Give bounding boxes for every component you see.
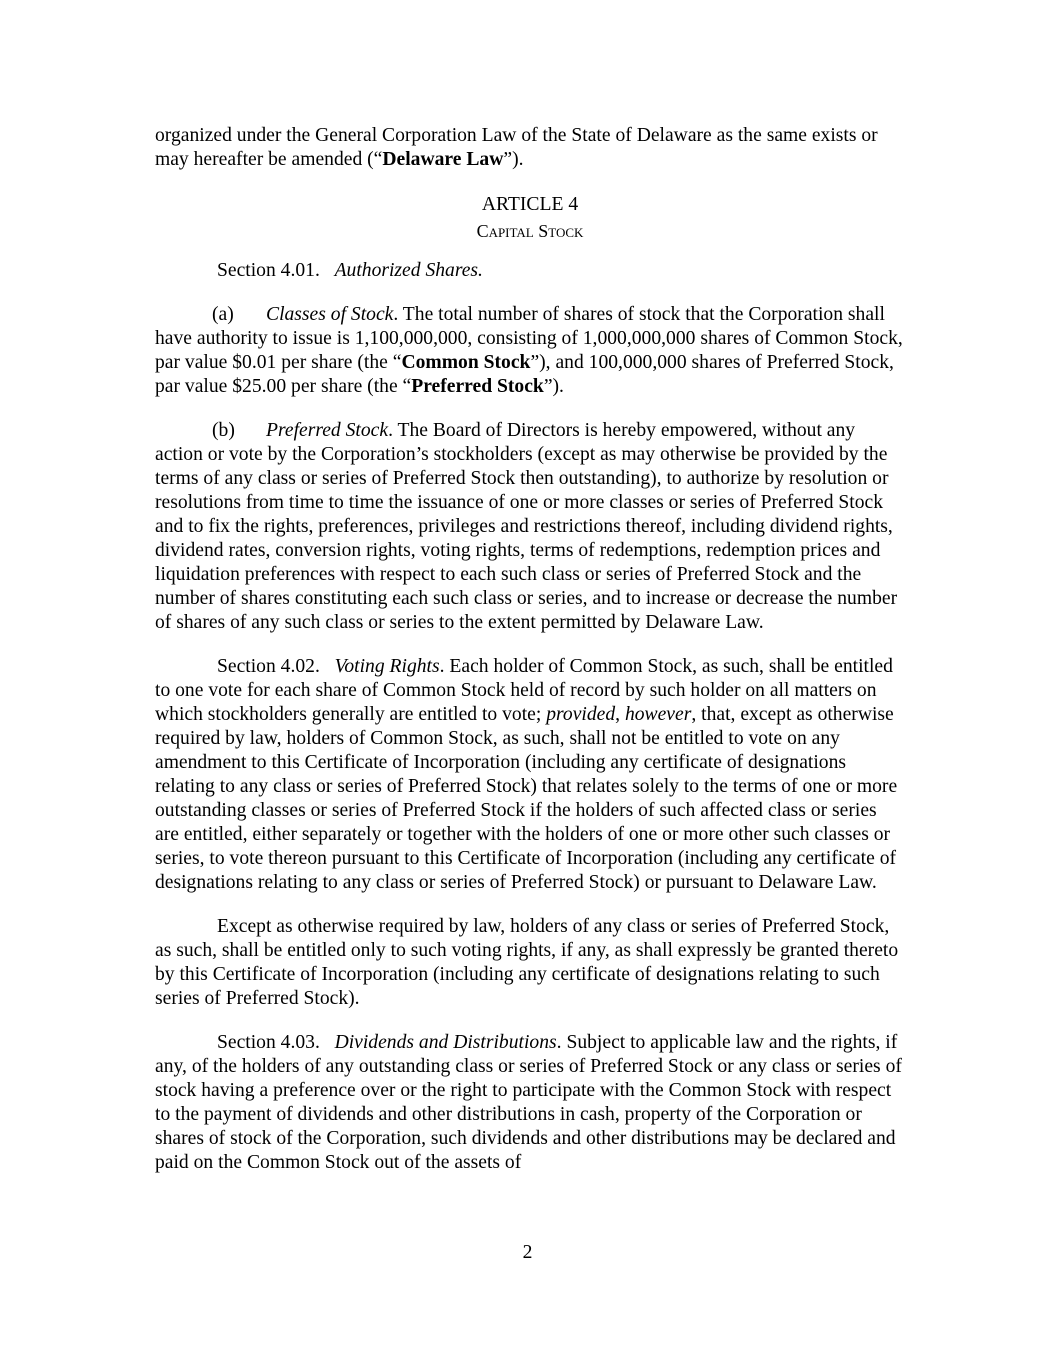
paragraph-text: . Each holder of Common Stock, as such, shall be entitled to one vote for each share of Common Stock held of record by such holder on all matters on which stockholders generally are entitled to vote; [155, 656, 893, 725]
intro-paragraph [155, 124, 905, 172]
italic-term: provided [546, 704, 616, 725]
defined-term-common-stock: Common Stock [401, 352, 531, 373]
italic-term: however [624, 704, 692, 725]
defined-term-delaware-law: Delaware Law [382, 149, 504, 170]
section-number: Section 4.02. [217, 656, 320, 677]
paragraph-text: , [615, 704, 625, 725]
paragraph-text: Except as otherwise required by law, holders of any class or series of Preferred Stock, as such, shall be entitled only to such voting rights, if any, as shall expressly be granted thereto by this Certificate of Incorporation (including any certificate of designations relating to such series of Preferred Stock). [155, 916, 899, 1009]
section-401-heading [155, 259, 905, 283]
paragraph-text: . The total number of shares of stock that the Corporation shall have authority to issue is 1,100,000,000, consisting of 1,000,000,000 shares of Common Stock, par value $0.01 per share (the “ [155, 304, 903, 373]
intro-text: organized under the General Corporation Law of the State of Delaware as the same exists or may hereafter be amended (“ [155, 125, 878, 170]
except-paragraph [155, 915, 905, 1011]
section-title: Dividends and Distributions [334, 1032, 557, 1053]
article-number: ARTICLE 4 [481, 194, 579, 215]
section-number: Section 4.03. [217, 1032, 320, 1053]
paragraph-text: . Subject to applicable law and the rights, if any, of the holders of any outstanding class or series of Preferred Stock or any class or series of stock having a preference over or the right to participate with the Common Stock with respect to the payment of dividends and other distributions in cash, property of the Corporation or shares of stock of the Corporation, such dividends and other distributions may be declared and paid on the Common Stock out of the assets of [155, 1032, 902, 1173]
section-title: Authorized Shares. [334, 260, 483, 281]
paragraph-text: ”), and 100,000,000 shares of Preferred Stock, par value $25.00 per share (the “ [155, 352, 894, 397]
page-number: 2 [522, 1242, 533, 1263]
section-403-paragraph [155, 1031, 905, 1175]
paragraph-heading: Preferred Stock [266, 420, 389, 441]
paragraph-text: , that, except as otherwise required by law, holders of Common Stock, as such, shall not be entitled to vote on any amendment to this Certificate of Incorporation (including any certificate of designations relating to any class or series of Preferred Stock) that relates solely to the terms of one or more outstanding classes or series of Preferred Stock if the holders of such affected class or series are entitled, either separately or together with the holders of one or more other such classes or series, to vote thereon pursuant to this Certificate of Incorporation (including any certificate of designations relating to any class or series of Preferred Stock) or pursuant to Delaware Law. [155, 704, 898, 893]
section-402-paragraph [155, 655, 905, 895]
paragraph-heading: Classes of Stock [266, 304, 394, 325]
paragraph-label: (b) [212, 420, 235, 441]
intro-text-end: ”). [503, 149, 524, 170]
defined-term-preferred-stock: Preferred Stock [411, 376, 544, 397]
paragraph-b [155, 419, 905, 635]
section-number: Section 4.01. [217, 260, 320, 281]
paragraph-text: ”). [543, 376, 564, 397]
paragraph-a [155, 303, 905, 399]
document-page [155, 124, 905, 1175]
article-title: Capital Stock [476, 221, 584, 241]
paragraph-label: (a) [212, 304, 234, 325]
paragraph-text: . The Board of Directors is hereby empowered, without any action or vote by the Corporation’s stockholders (except as may otherwise be provided by the terms of any class or series of Preferred Stock then outstanding), to authorize by resolution or resolutions from time to time the issuance of one or more classes or series of Preferred Stock and to fix the rights, preferences, privileges and restrictions thereof, including dividend rights, dividend rates, conversion rights, voting rights, terms of redemptions, redemption prices and liquidation preferences with respect to each such class or series of Preferred Stock and the number of shares constituting each such class or series, and to increase or decrease the number of shares of any such class or series to the extent permitted by Delaware Law. [155, 420, 898, 633]
section-title: Voting Rights [334, 656, 440, 677]
